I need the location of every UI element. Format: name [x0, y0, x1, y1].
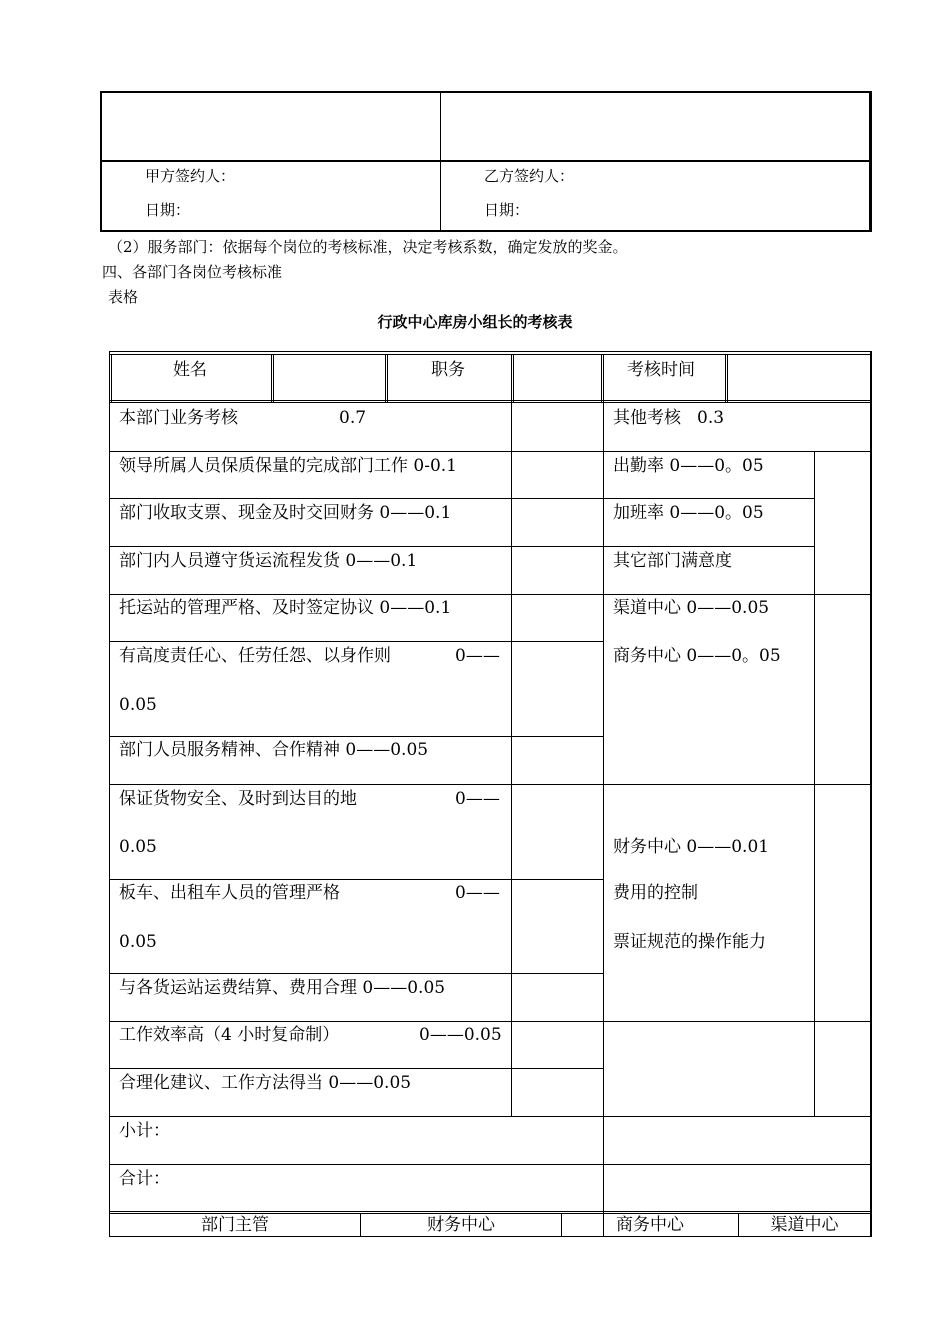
- other-dept-satisfaction: 其它部门满意度: [613, 551, 732, 571]
- voucher-operation: 票证规范的操作能力: [613, 932, 766, 952]
- dept-business-weight: 0.7: [339, 408, 367, 428]
- left-item: 板车、出租车人员的管理严格: [119, 883, 340, 903]
- left-item-tail: 0——: [455, 883, 500, 903]
- left-item-cont: 0.05: [119, 837, 157, 857]
- other-assessment-weight: 0.3: [697, 408, 725, 428]
- finance-center: 财务中心 0——0.01: [613, 837, 770, 857]
- footer-finance-center: 财务中心: [427, 1215, 495, 1235]
- attendance-rate: 出勤率 0——0。05: [613, 456, 764, 476]
- left-item: 有高度责任心、任劳任怨、以身作则: [119, 646, 391, 666]
- party-a-signer-label: 甲方签约人：: [145, 167, 236, 185]
- left-item: 领导所属人员保质保量的完成部门工作 0-0.1: [119, 456, 457, 476]
- left-item: 托运站的管理严格、及时签定协议 0——0.1: [119, 598, 452, 618]
- left-item: 部门内人员遵守货运流程发货 0——0.1: [119, 551, 418, 571]
- assessment-title: 行政中心库房小组长的考核表: [377, 313, 573, 331]
- left-item: 部门收取支票、现金及时交回财务 0——0.1: [119, 503, 452, 523]
- party-b-signer-label: 乙方签约人：: [484, 167, 575, 185]
- footer-dept-head: 部门主管: [201, 1215, 269, 1235]
- service-dept-paragraph: （2）服务部门：依据每个岗位的考核标准，决定考核系数，确定发放的奖金。: [108, 238, 628, 256]
- left-item-tail: 0——: [455, 646, 500, 666]
- table-label: 表格: [108, 288, 139, 306]
- total-label: 合计：: [119, 1169, 170, 1189]
- footer-channel-center: 渠道中心: [770, 1215, 839, 1235]
- party-a-date-label: 日期：: [145, 201, 191, 219]
- left-item: 工作效率高（4 小时复命制）: [119, 1025, 340, 1045]
- left-item: 与各货运站运费结算、费用合理 0——0.05: [119, 978, 446, 998]
- cost-control: 费用的控制: [613, 883, 698, 903]
- overtime-rate: 加班率 0——0。05: [613, 503, 764, 523]
- left-item: 部门人员服务精神、合作精神 0——0.05: [119, 740, 429, 760]
- left-item: 保证货物安全、及时到达目的地: [119, 789, 357, 809]
- dept-business-label: 本部门业务考核: [119, 408, 238, 428]
- business-center: 商务中心 0——0。05: [613, 646, 781, 666]
- left-item-cont: 0.05: [119, 695, 157, 715]
- left-item-tail: 0——0.05: [419, 1025, 502, 1045]
- header-name: 姓名: [173, 360, 207, 380]
- footer-business-center: 商务中心: [616, 1215, 684, 1235]
- section-heading: 四、各部门各岗位考核标准: [102, 263, 283, 281]
- left-item: 合理化建议、工作方法得当 0——0.05: [119, 1073, 412, 1093]
- party-b-date-label: 日期：: [484, 201, 530, 219]
- other-assessment-label: 其他考核: [613, 408, 681, 428]
- left-item-cont: 0.05: [119, 932, 157, 952]
- channel-center: 渠道中心 0——0.05: [613, 598, 770, 618]
- header-assessment-time: 考核时间: [627, 360, 695, 380]
- header-position: 职务: [431, 360, 465, 380]
- subtotal-label: 小计：: [119, 1121, 170, 1141]
- left-item-tail: 0——: [455, 789, 500, 809]
